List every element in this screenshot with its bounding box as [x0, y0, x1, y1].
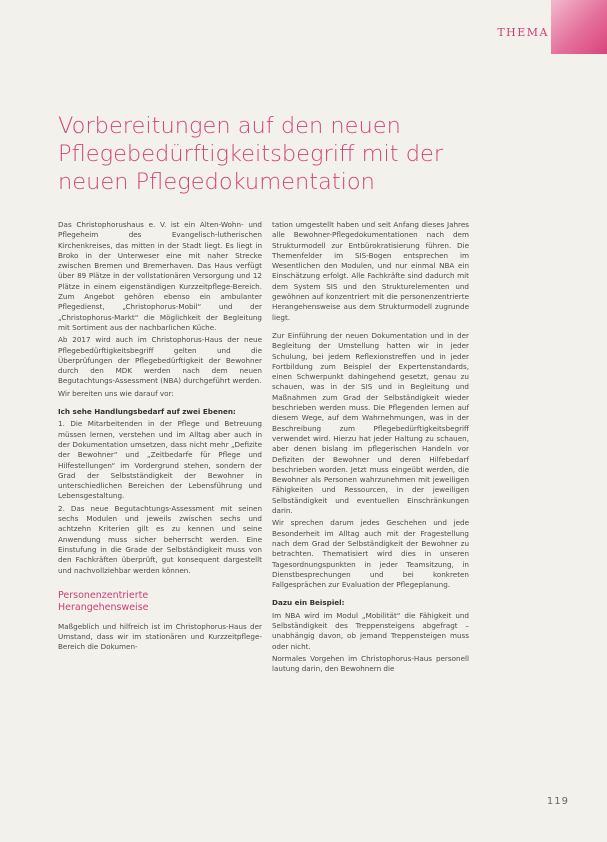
paragraph: Normales Vorgehen im Christophorus-Haus personell lautung darin, den Bewohnern die [272, 653, 469, 674]
column-right [272, 220, 469, 676]
corner-accent [551, 0, 607, 54]
paragraph-heading: Ich sehe Handlungsbedarf auf zwei Ebenen: [58, 407, 236, 417]
list-item: 2. Das neue Begutachtungs-Assessment mit seinen sechs Modulen und jeweils zwischen sechs und achtzehn Kriterien gilt es zu kennen und seine Anwendung muss sicher beherrscht werden. Eine Einstufung in die Grade der Selbständigkeit muss von den Fachkräften überprüft, gut konsequent dargestellt und nachvollziehbar werden können. [58, 503, 262, 575]
paragraph: Ab 2017 wird auch im Christophorus-Haus der neue Pflegebedürftigkeitsbegriff gelten und die Überprüfungen der Pflegebedürftigkeit der Bewohner durch den MDK werden nach dem neuen Begutachtungs-Assessment (NBA) durchgeführt werden. [58, 335, 262, 386]
paragraph: Wir bereiten uns wie darauf vor: [58, 388, 174, 398]
subheading: Personenzentrierte Herangehensweise [58, 589, 149, 613]
paragraph: Im NBA wird im Modul „Mobilität“ die Fähigkeit und Selbständigkeit des Treppensteigens abgefragt – unabhängig davon, ob jemand Treppensteigen muss oder nicht. [272, 610, 469, 651]
paragraph: Maßgeblich und hilfreich ist im Christophorus-Haus der Umstand, dass wir im stationären und Kurzzeitpflege-Bereich die Dokumen- [58, 621, 262, 652]
page-number: 119 [546, 796, 569, 807]
paragraph: Wir sprechen darum jedes Geschehen und jede Besonderheit im Alltag auch mit der Fragestellung nach dem Grad der Selbständigkeit der Bewohner zu betrachten. Thematisiert wird dies in unseren Tagesordnungspunkten in jeder Teamsitzung, in Dienstbesprechungen und bei konkreten Fallgesprächen zur Evaluation der Pflegeplanung. [272, 518, 469, 590]
article-title: Vorbereitungen auf den neuen Pflegebedürftigkeitsbegriff mit der neuen Pflegedokumentation [58, 113, 444, 195]
paragraph-heading: Dazu ein Beispiel: [272, 598, 345, 608]
paragraph: Zur Einführung der neuen Dokumentation und in der Begleitung der Umstellung hatten wir in jeder Schulung, bei jedem Reflexionstreffen und in jeder Fortbildung zum Beispiel der Expertenstandards, einen Schwerpunkt dahingehend gesetzt, genau zu schauen, was in der SIS und in Begleitung und Maßnahmen zum Grad der Selbständigkeit wieder beschrieben werden muss. Die Pflegenden lernen auf diesem Wege, auf dem Wahrnehmungen, was in der Beschreibung zum Pflegebedürftigkeitsbegriff verwendet wird. Hierzu hat jeder Haltung zu schauen, aber denen bislang im pflegerischen Handeln vor Defiziten der Bewohner und deren Hilfebedarf beschrieben worden. Jetzt muss eingeübt werden, die Bewohner als Personen wahrzunehmen mit jeweiligen Fähigkeiten und Ressourcen, in der jeweiligen Selbständigkeit und eventuellen Einschränkungen darin. [272, 330, 469, 516]
column-left [58, 220, 262, 655]
section-label: THEMA [497, 26, 549, 39]
list-item: 1. Die Mitarbeitenden in der Pflege und Betreuung müssen lernen, verstehen und im Alltag aber auch in der Dokumentation umsetzen, dass nicht mehr „Defizite der Bewohner“ und „Zeitbedarfe für Pflege und Hilfestellungen“ im Vordergrund stehen, sondern der Grad der Selbstständigkeit der Bewohner in unterschiedlichen Bereichen der Lebensführung und Lebensgestaltung. [58, 419, 262, 501]
paragraph: Das Christophorushaus e. V. ist ein Alten-Wohn- und Pflegeheim des Evangelisch-lutherischen Kirchenkreises, das mitten in der Stadt liegt. Es liegt in Broko in der Unterweser eine mit naher Strecke zwischen Bremen und Bremerhaven. Das Haus verfügt über 89 Plätze in der vollstationären Versorgung und 12 Plätze in einem eigenständigen Kurzzeitpflege-Bereich. Zum Angebot gehören ebenso ein ambulanter Pflegedienst, „Christophorus-Mobil“ und der „Christophorus-Markt“ die Möglichkeit der Begleitung mit Sortiment aus der nachbarlichen Küche. [58, 220, 262, 332]
paragraph: tation umgestellt haben und seit Anfang dieses Jahres alle Bewohner-Pflegedokumentationen nach dem Strukturmodell zur Entbürokratisierung führen. Die Themenfelder im SIS-Bogen entsprechen im Wesentlichen den Modulen, und nur einmal NBA ein Einschätzung erfolgt. Alle Fachkräfte sind dadurch mit dem System SIS und den Strukturelementen und gewöhnen auf konzentriert mit die personenzentrierte Herangehensweise aus dem Strukturmodell zugrunde liegt. [272, 220, 469, 322]
